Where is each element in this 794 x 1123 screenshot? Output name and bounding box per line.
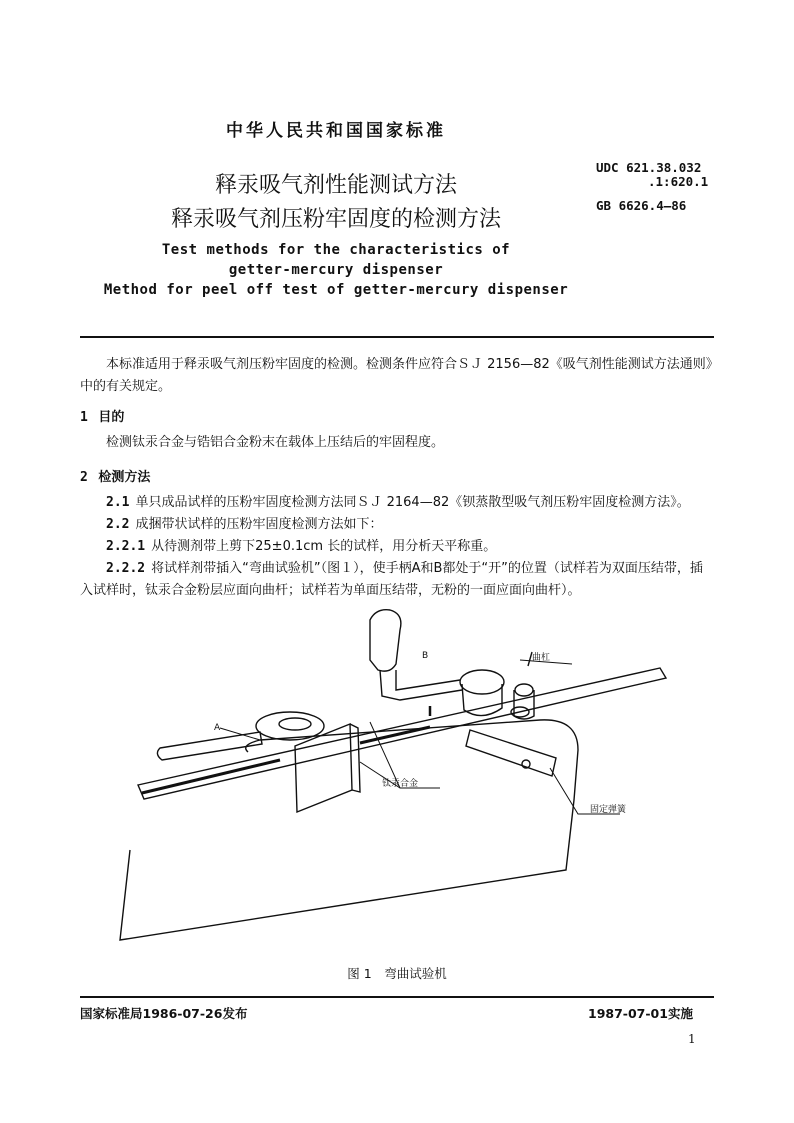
handle-b-stem (380, 670, 462, 700)
clause-text: 将试样剂带插入“弯曲试验机”（图１），使手柄A和B都处于“开”的位置（试样若为双面压结带，插入试样时，钛汞合金粉层应面向曲杆；试样若为单面压结带，无粉的一面应面向曲杆）。 (80, 561, 703, 598)
section-2-heading (80, 466, 150, 485)
rod-shading (142, 760, 280, 793)
clause-number: 2.2 (106, 517, 130, 532)
udc-code-cont: .1:620.1 (648, 174, 709, 189)
clause-2-1 (80, 492, 714, 514)
clause-number: 2.1 (106, 495, 130, 510)
section-title: 目的 (98, 410, 125, 425)
title-en-3: Method for peel off test of getter-mercury dispenser (103, 282, 569, 298)
effective-date: 1987-07-01实施 (588, 1006, 693, 1021)
label-a: A (214, 723, 221, 733)
gb-code: GB 6626.4—86 (596, 198, 687, 213)
clause-number: 2.2.1 (106, 539, 146, 554)
issue-date: 国家标准局1986-07-26发布 (80, 1006, 248, 1021)
top-rule (80, 336, 714, 338)
bending-test-machine-figure (100, 600, 700, 972)
label-alloy: 钛汞合金 (382, 779, 419, 789)
label-lever: 曲杠 (532, 653, 551, 663)
intro-paragraph: 本标准适用于释汞吸气剂压粉牢固度的检测。检测条件应符合ＳＪ 2156—82《吸气剂性能测试方法通则》中的有关规定。 (80, 357, 713, 394)
clause-2-2 (80, 514, 714, 536)
lever-cap (460, 670, 504, 694)
title-zh-1: 释汞吸气剂性能测试方法 (214, 173, 457, 198)
clause-number: 2.2.2 (106, 561, 146, 576)
udc-code: UDC 621.38.032 (596, 160, 702, 175)
dial-a (256, 712, 324, 740)
clause-text: 成捆带状试样的压粉牢固度检测方法如下： (135, 517, 383, 532)
label-b: B (422, 651, 429, 661)
standard-name: 中华人民共和国国家标准 (226, 121, 446, 141)
title-zh-2: 释汞吸气剂压粉牢固度的检测方法 (170, 207, 501, 232)
clause-text: 从待测剂带上剪下25±0.1cm 长的试样，用分析天平称重。 (151, 539, 497, 554)
handle-b-knob (370, 610, 401, 671)
figure-caption: 图 1 弯曲试验机 (347, 966, 447, 981)
section-number: 2 (80, 470, 88, 485)
bottom-rule (80, 996, 714, 998)
clause-text: 单只成品试样的压粉牢固度检测方法同ＳＪ 2164—82《钡蒸散型吸气剂压粉牢固度检测方法》。 (135, 495, 690, 510)
spring-plate (466, 730, 556, 776)
section-1-heading (80, 406, 124, 425)
clause-2-2-1 (80, 536, 714, 558)
leader-a (220, 728, 260, 740)
section-1-text: 检测钛汞合金与锆铝合金粉末在载体上压结后的牢固程度。 (106, 435, 445, 450)
clause-2-2-2 (80, 558, 714, 602)
section-number: 1 (80, 410, 88, 425)
label-spring: 固定弹簧 (590, 805, 627, 815)
title-en-2: getter-mercury dispenser (228, 262, 444, 278)
lever-roller (515, 684, 533, 696)
machine-base (120, 720, 578, 940)
section-title: 检测方法 (98, 470, 151, 485)
page-number: 1 (688, 1032, 696, 1046)
title-en-1: Test methods for the characteristics of (161, 242, 511, 258)
